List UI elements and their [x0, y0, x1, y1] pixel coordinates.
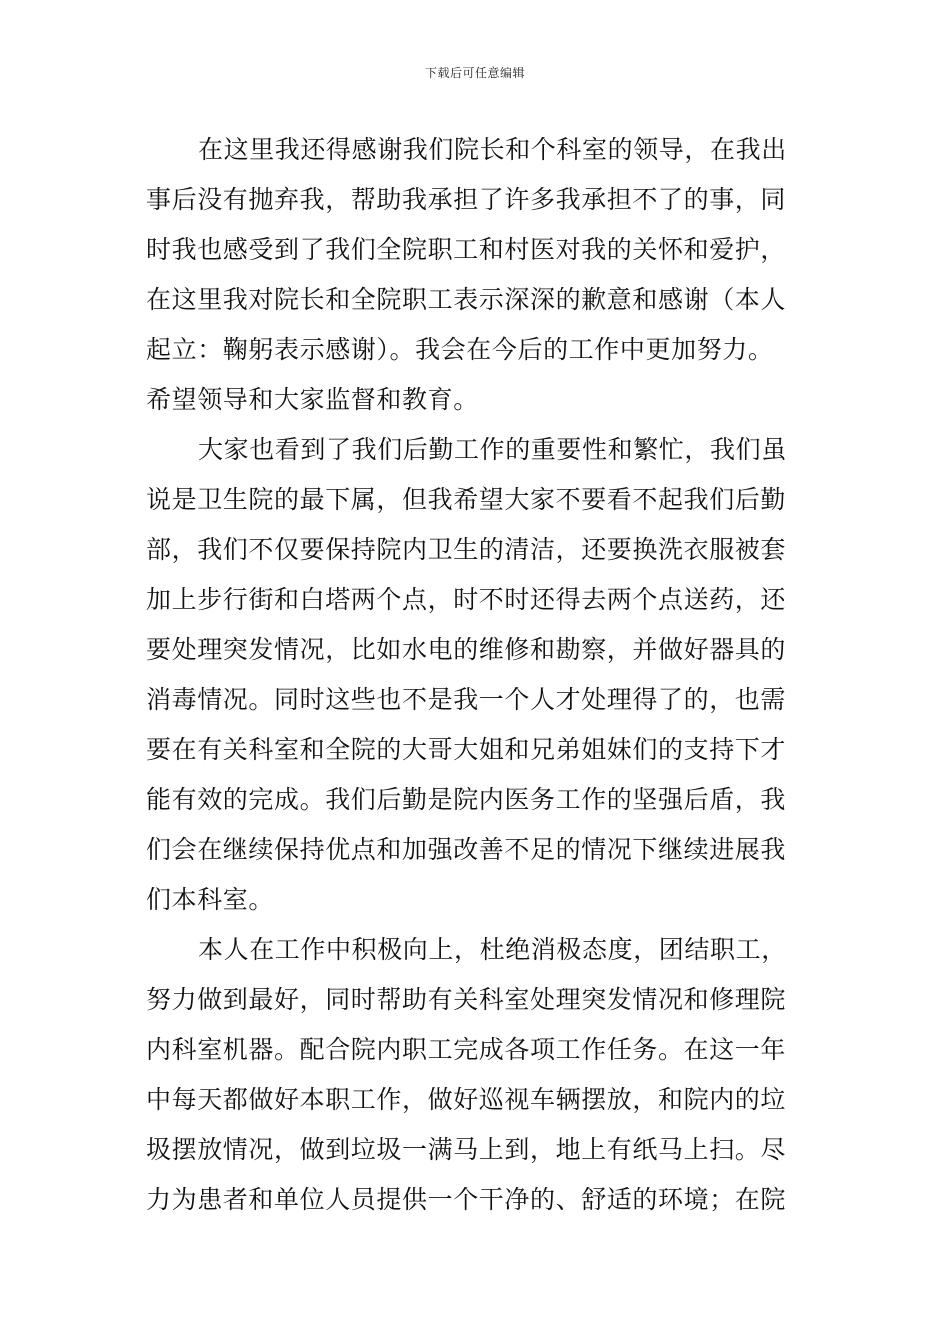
paragraph-line: 在这里我对院长和全院职工表示深深的歉意和感谢（本人: [146, 285, 787, 314]
paragraph-line: 部，我们不仅要保持院内卫生的清洁，还要换洗衣服被套: [146, 535, 787, 564]
paragraph-line: 大家也看到了我们后勤工作的重要性和繁忙，我们虽: [198, 435, 787, 464]
paragraph-line: 在这里我还得感谢我们院长和个科室的领导，在我出: [198, 135, 787, 164]
paragraph-line: 圾摆放情况，做到垃圾一满马上到，地上有纸马上扫。尽: [146, 1135, 787, 1164]
paragraph-line: 事后没有抛弃我，帮助我承担了许多我承担不了的事，同: [146, 185, 787, 214]
paragraph-line: 努力做到最好，同时帮助有关科室处理突发情况和修理院: [146, 985, 787, 1014]
paragraph-line: 中每天都做好本职工作，做好巡视车辆摆放，和院内的垃: [146, 1085, 787, 1114]
paragraph-line: 消毒情况。同时这些也不是我一个人才处理得了的，也需: [146, 685, 787, 714]
paragraph-line: 们会在继续保持优点和加强改善不足的情况下继续进展我: [146, 835, 787, 864]
paragraph-line: 力为患者和单位人员提供一个干净的、舒适的环境；在院: [146, 1185, 787, 1214]
paragraph-line: 本人在工作中积极向上，杜绝消极态度，团结职工，: [198, 935, 787, 964]
paragraph-line: 能有效的完成。我们后勤是院内医务工作的坚强后盾，我: [146, 785, 787, 814]
paragraph-line: 内科室机器。配合院内职工完成各项工作任务。在这一年: [146, 1035, 787, 1064]
paragraph-line: 加上步行街和白塔两个点，时不时还得去两个点送药，还: [146, 585, 787, 614]
paragraph-line: 们本科室。: [146, 885, 275, 914]
paragraph-line: 起立：鞠躬表示感谢）。我会在今后的工作中更加努力。: [146, 335, 774, 364]
page-header: 下载后可任意编辑: [424, 66, 525, 80]
paragraph-line: 时我也感受到了我们全院职工和村医对我的关怀和爱护，: [146, 235, 787, 264]
paragraph-line: 说是卫生院的最下属，但我希望大家不要看不起我们后勤: [146, 485, 787, 514]
paragraph-line: 要在有关科室和全院的大哥大姐和兄弟姐妹们的支持下才: [146, 735, 787, 764]
paragraph-line: 要处理突发情况，比如水电的维修和勘察，并做好器具的: [146, 635, 787, 664]
paragraph-line: 希望领导和大家监督和教育。: [146, 385, 479, 414]
